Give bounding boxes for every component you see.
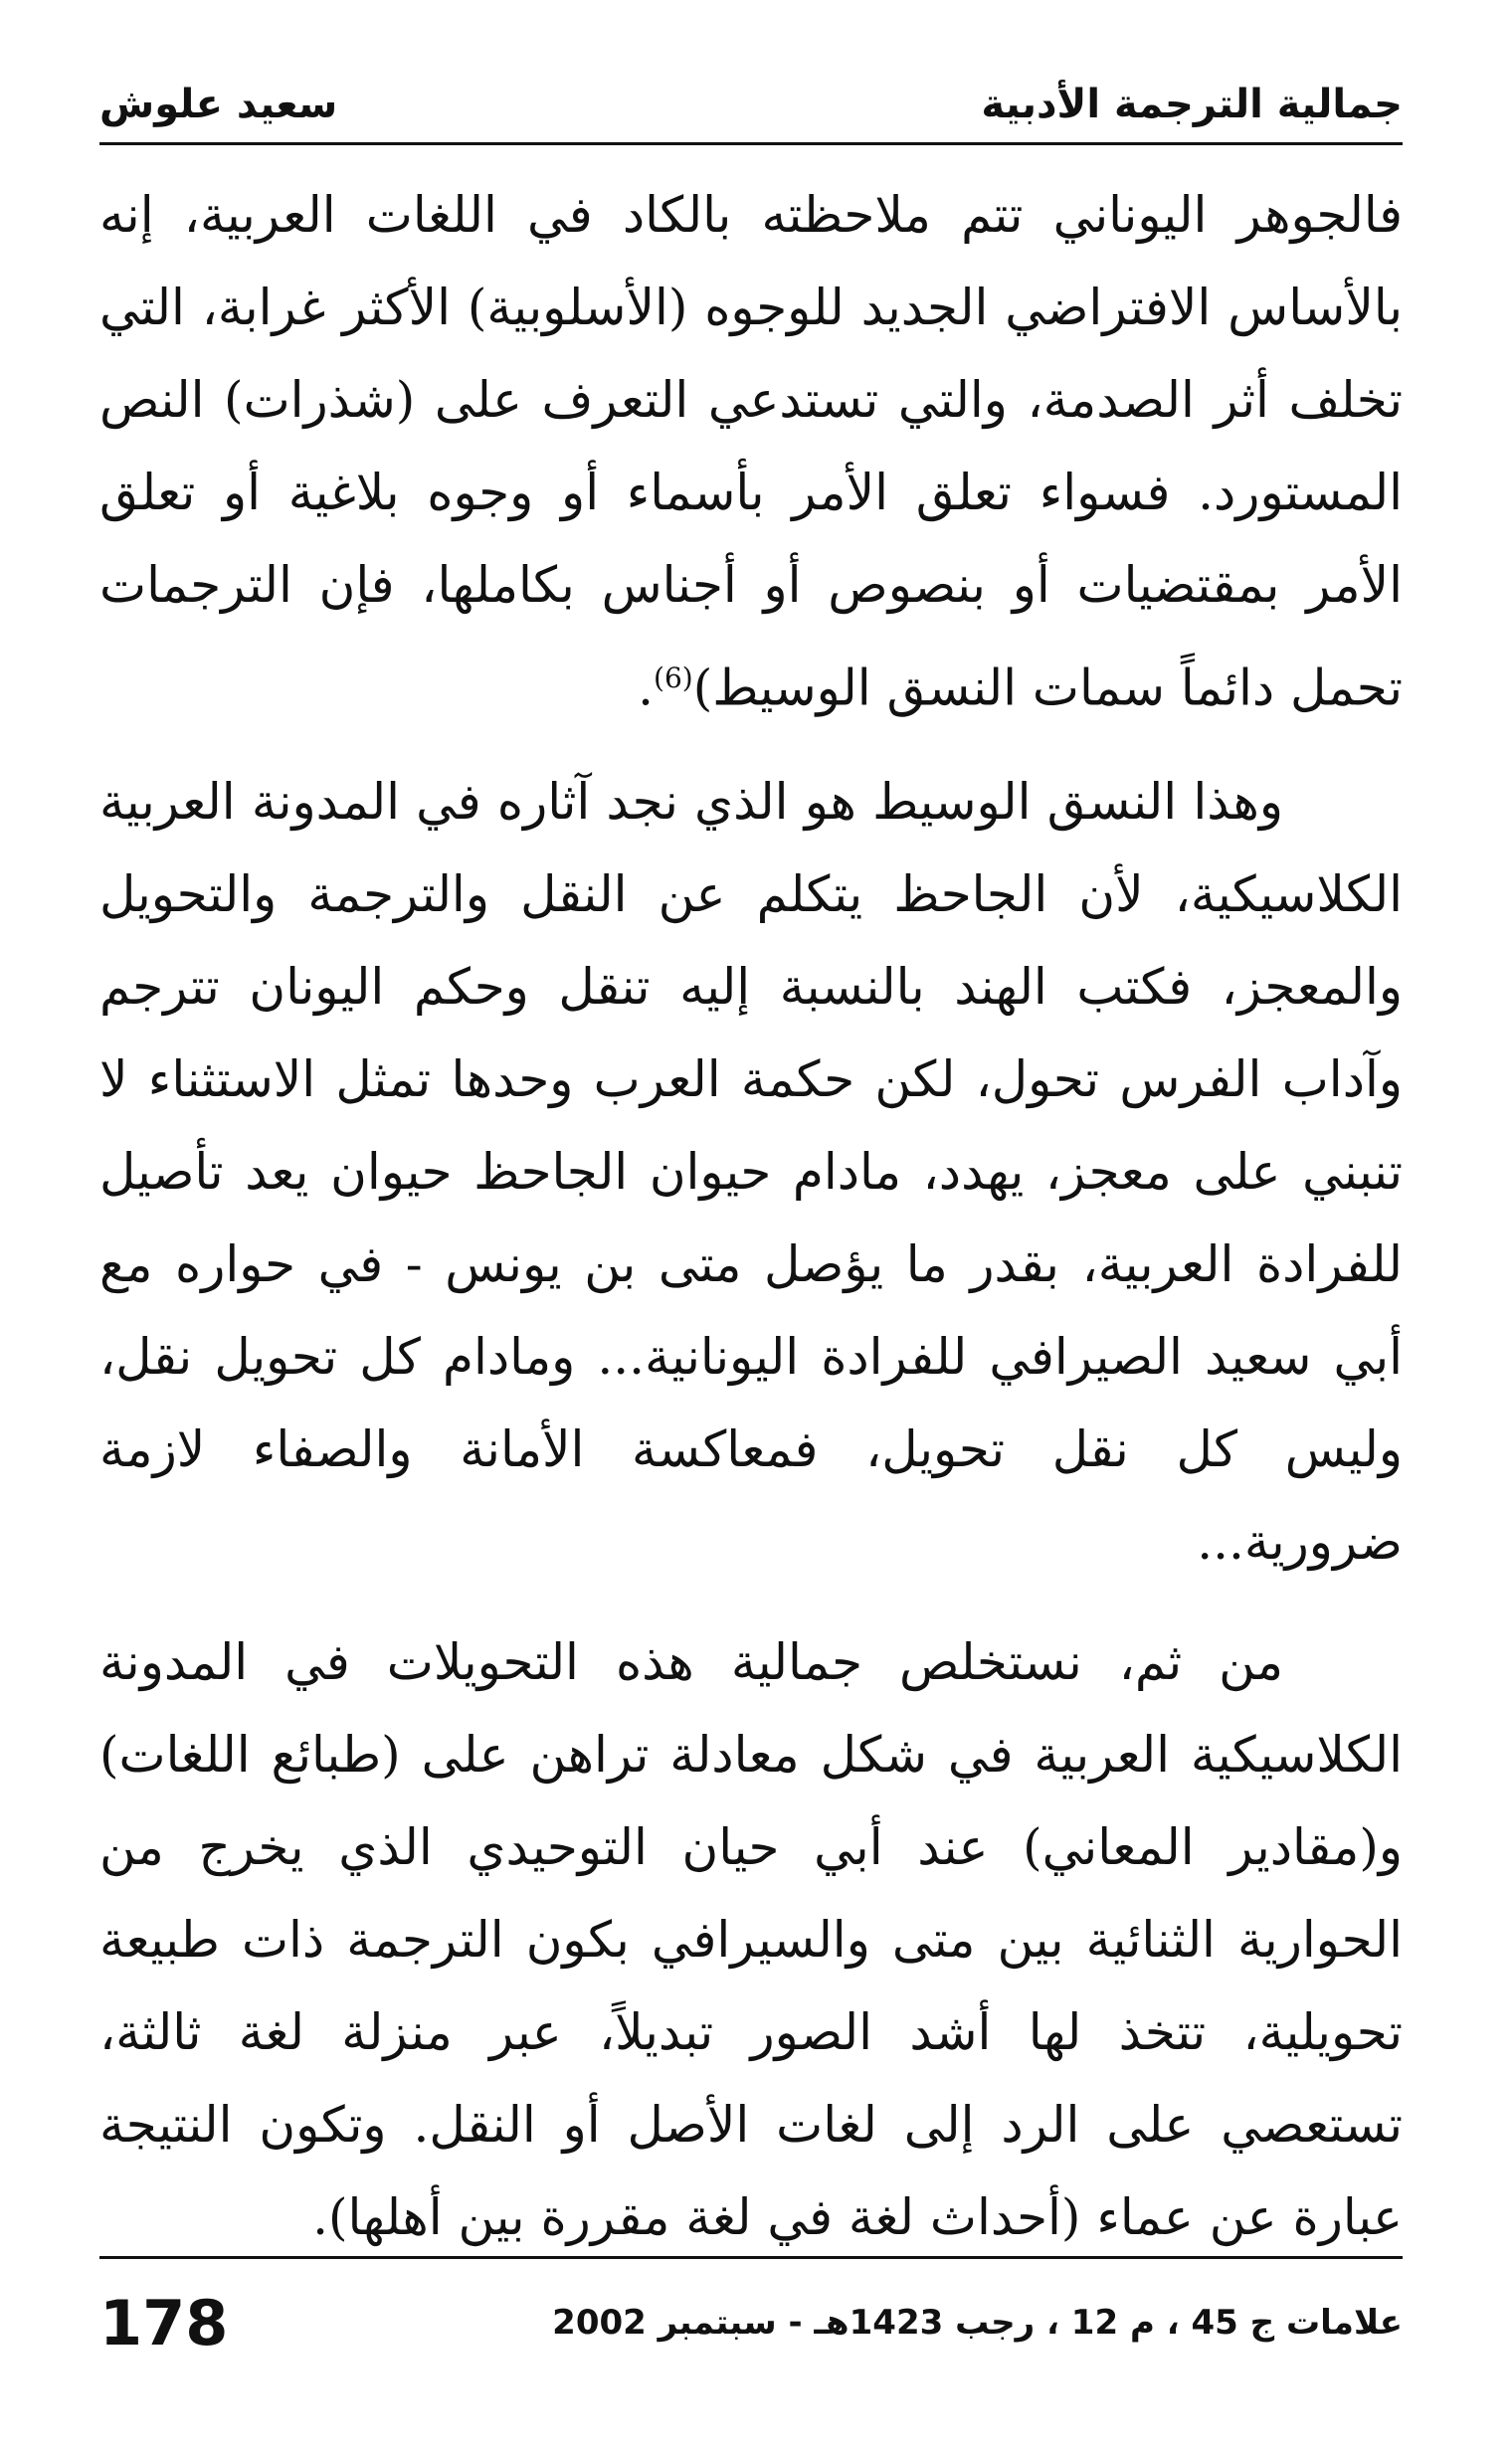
page-number: 178: [99, 2286, 229, 2359]
footer-rule: [99, 2256, 1403, 2259]
header-rule: [99, 142, 1403, 145]
paragraph-3-text: من ثم، نستخلص جمالية هذه التحويلات في المدونة الكلاسيكية العربية في شكل معادلة تراهن على (طبائع اللغات) و(مقادير المعاني) عند أبي حيان التوحيدي الذي يخرج من الحوارية الثنائية بين متى والسيرافي بكون الترجمة ذات طبيعة تحويلية، تتخذ لها أشد الصور تبديلاً، عبر منزلة لغة ثالثة، تستعصي على الرد إلى لغات الأصل أو النقل. وتكون النتيجة عبارة عن عماء (أحداث لغة في لغة مقررة بين أهلها).: [99, 1633, 1403, 2246]
paragraph-1-text: فالجوهر اليوناني تتم ملاحظته بالكاد في اللغات العربية، إنه بالأساس الافتراضي الجديد للوجوه (الأسلوبية) الأكثر غرابة، التي تخلف أثر الصدمة، والتي تستدعي التعرف على (شذرات) النص المستورد. فسواء تعلق الأمر بأسماء أو وجوه بلاغية أو تعلق الأمر بمقتضيات أو بنصوص أو أجناس بكاملها، فإن الترجمات تحمل دائماً سمات النسق الوسيط): [99, 186, 1403, 717]
header-author: سعيد علوش: [99, 82, 338, 127]
paragraph-3: [99, 1616, 1403, 2264]
journal-citation: علامات ج 45 ، م 12 ، رجب 1423هـ - سبتمبر 2002: [552, 2303, 1403, 2343]
paragraph-2: [99, 756, 1403, 1589]
running-header: [99, 70, 1403, 139]
footnote-ref: (6): [654, 661, 693, 694]
paragraph-2-text: وهذا النسق الوسيط هو الذي نجد آثاره في المدونة العربية الكلاسيكية، لأن الجاحظ يتكلم عن النقل والترجمة والتحويل والمعجز، فكتب الهند بالنسبة إليه تنقل وحكم اليونان تترجم وآداب الفرس تحول، لكن حكمة العرب وحدها تمثل الاستثناء لا تنبني على معجز، يهدد، مادام حيوان الجاحظ حيوان يعد تأصيل للفرادة العربية، بقدر ما يؤصل متى بن يونس - في حواره مع أبي سعيد الصيرافي للفرادة اليونانية... ومادام كل تحويل نقل، وليس كل نقل تحويل، فمعاكسة الأمانة والصفاء لازمة ضرورية...: [99, 773, 1403, 1571]
running-footer: [99, 2273, 1403, 2372]
paragraph-1: [99, 169, 1403, 735]
header-title: جمالية الترجمة الأدبية: [981, 82, 1403, 127]
paragraph-1-end: .: [638, 659, 655, 717]
